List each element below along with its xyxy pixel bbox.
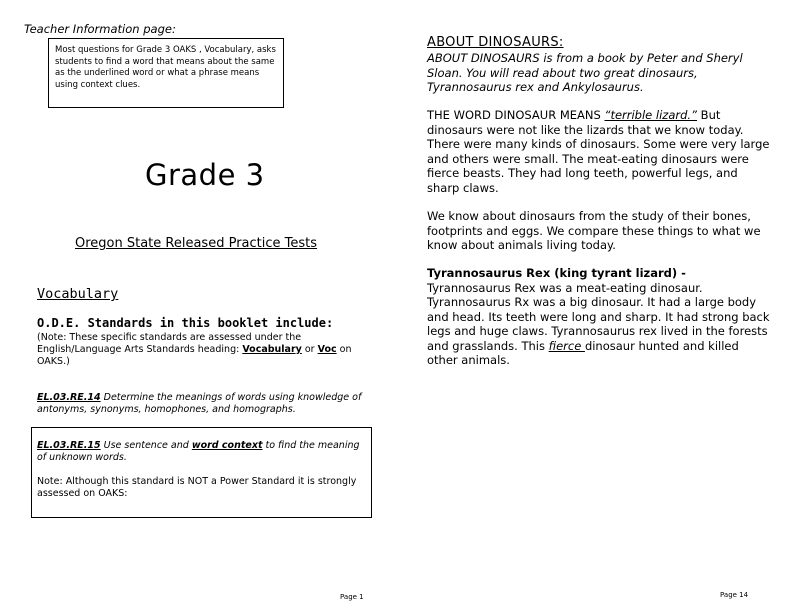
standard-2-code: EL.03.RE.15 (37, 440, 101, 451)
info-box-text: Most questions for Grade 3 OAKS , Vocabulary, asks students to find a word that means about the same as the underlined word or what a phrase means using context clues. (55, 45, 276, 90)
right-page-number: Page 14 (720, 591, 749, 599)
tyrannosaurus-heading: Tyrannosaurus Rex (king tyrant lizard) - (427, 266, 686, 280)
intro-paragraph: ABOUT DINOSAURS is from a book by Peter and Sheryl Sloan. You will read about two great dinosaurs, Tyrannosaurus rex and Ankylosaurus. (427, 51, 743, 94)
left-page-number: Page 1 (340, 593, 364, 601)
teacher-info-label: Teacher Information page: (24, 22, 176, 36)
info-box (48, 38, 284, 108)
tyrannosaurus-paragraph (427, 266, 772, 368)
standard-2 (37, 440, 366, 464)
standard-1-text: Determine the meanings of words using knowledge of antonyms, synonyms, homophones, and homographs. (37, 392, 362, 415)
tyrannosaurus-text-b: dinosaur hunted and killed other animals. (427, 338, 739, 367)
study-paragraph: We know about dinosaurs from the study of their bones, footprints and eggs. We compare these things to what we know about animals living today. (427, 209, 761, 252)
note-text-1: (Note: These specific standards are assessed under the English/Language Arts Standards heading: (37, 332, 302, 355)
meaning-text-a: THE WORD DINOSAUR MEANS (427, 108, 605, 122)
standard-2-note: Note: Although this standard is NOT a Power Standard it is strongly assessed on OAKS: (37, 476, 357, 499)
standard-2-box (31, 427, 372, 518)
standard-1 (37, 392, 382, 416)
note-voc: Voc (317, 344, 337, 355)
standards-heading: O.D.E. Standards in this booklet include: (37, 316, 334, 330)
vocabulary-heading: Vocabulary (37, 286, 119, 302)
meaning-quote: “terrible lizard.” (604, 108, 698, 122)
note-or: or (301, 344, 318, 355)
meaning-text-b: But dinosaurs were not like the lizards that we know today. There were many kinds of dinosaurs. Some were very large and others were small. The meat-eating dinosaurs were fierce beasts. They had long teeth, powerful legs, and sharp claws. (427, 108, 770, 195)
standard-2-text-b: to find the meaning of unknown words. (37, 440, 360, 463)
tests-title: Oregon State Released Practice Tests (75, 236, 318, 251)
dinosaur-meaning-paragraph (427, 108, 772, 195)
right-page-title: ABOUT DINOSAURS: (427, 35, 564, 50)
tyrannosaurus-fierce: fierce (548, 338, 585, 353)
standard-1-code: EL.03.RE.14 (37, 392, 101, 403)
standards-note (37, 332, 382, 368)
grade-title: Grade 3 (145, 158, 265, 192)
standard-2-text-a: Use sentence and (100, 440, 192, 451)
standard-2-word-context: word context (191, 440, 263, 451)
tyrannosaurus-text-a: Tyrannosaurus Rex was a meat-eating dinosaur. Tyrannosaurus Rx was a big dinosaur. It had a large body and head. Its teeth were long and sharp. It had strong back legs and huge claws. Tyrannosaurus rex lived in the forests and grasslands. This (427, 280, 770, 353)
note-vocabulary: Vocabulary (242, 344, 302, 355)
note-text-2: on OAKS.) (37, 344, 352, 367)
